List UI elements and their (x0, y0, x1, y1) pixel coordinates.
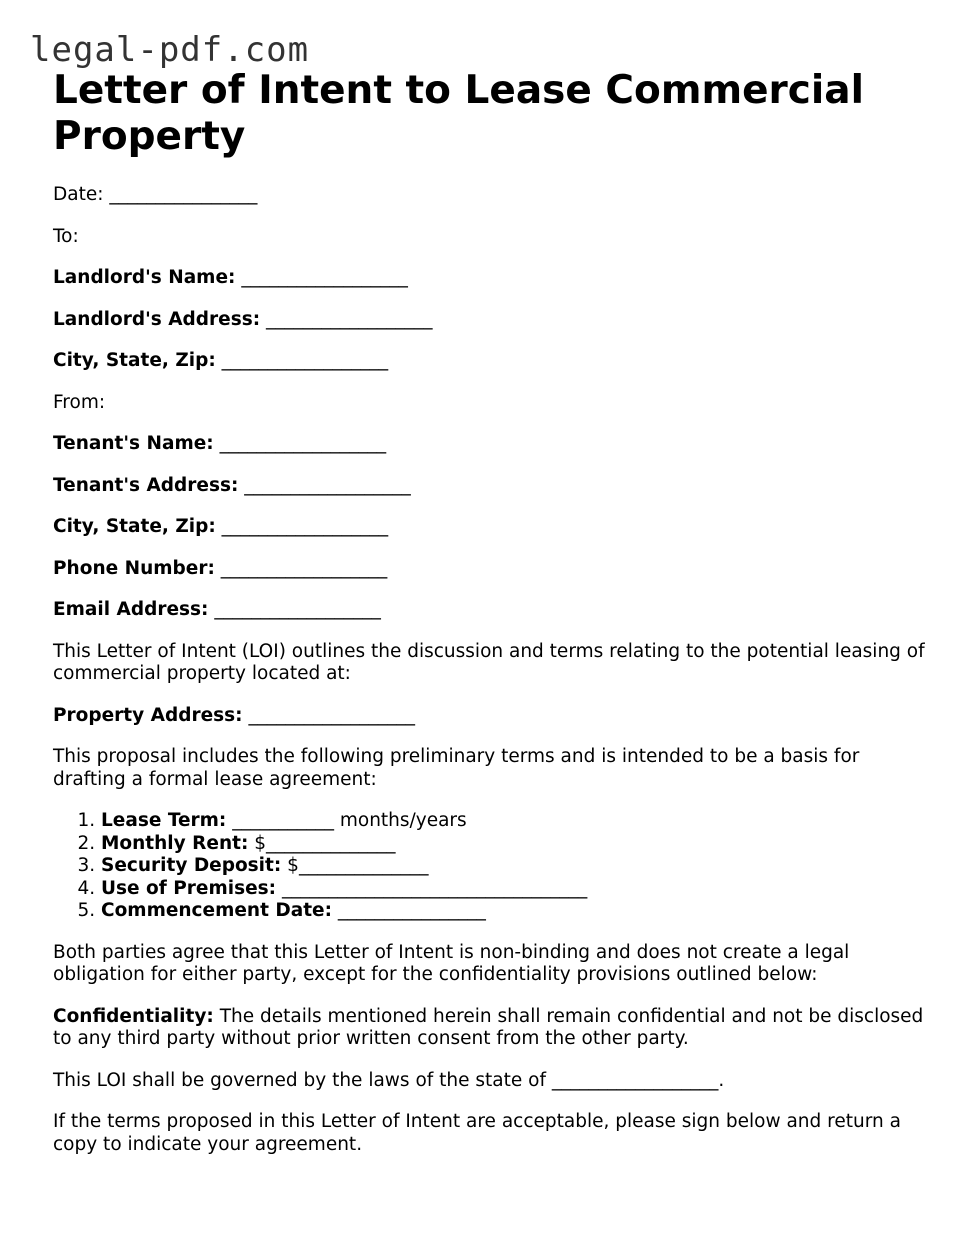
document-title: Letter of Intent to Lease Commercial Property (53, 68, 864, 159)
document-body (53, 184, 928, 1175)
term-item-lease-term (101, 810, 928, 833)
term-item-use-of-premises (101, 878, 928, 901)
term-item-security-deposit (101, 855, 928, 878)
tenant-city-line (53, 516, 928, 539)
tenant-phone-label: Phone Number: (53, 557, 215, 579)
term-value: $______________ (254, 832, 396, 854)
governing-law-blank: __________________ (551, 1069, 719, 1091)
tenant-name-line (53, 433, 928, 456)
governing-law-period: . (718, 1069, 725, 1091)
tenant-address-blank: __________________ (244, 474, 411, 496)
watermark-logo: legal-pdf.com (30, 30, 310, 70)
to-label: To: (53, 225, 79, 247)
tenant-name-blank: __________________ (219, 433, 387, 454)
proposal-paragraph: This proposal includes the following preliminary terms and is intended to be a basis for drafting a formal lease agreement: (53, 746, 860, 790)
landlord-city-label: City, State, Zip: (53, 350, 216, 371)
property-address-blank: __________________ (248, 704, 415, 726)
landlord-address-line (53, 309, 928, 332)
term-label: Monthly Rent: (101, 832, 249, 854)
tenant-phone-line (53, 558, 928, 581)
confidentiality-text: The details mentioned herein shall remain confidential and not be disclosed to any third party without prior written consent from the other party. (53, 1005, 924, 1049)
confidentiality-label: Confidentiality: (53, 1005, 214, 1027)
landlord-name-blank: __________________ (241, 267, 408, 288)
date-blank: ________________ (109, 184, 258, 205)
from-label: From: (53, 391, 106, 413)
term-value: $______________ (287, 855, 429, 876)
tenant-email-line (53, 599, 928, 622)
landlord-address-blank: __________________ (266, 308, 433, 330)
terms-list (53, 810, 928, 923)
date-line (53, 184, 928, 207)
term-value: _________________________________ (281, 877, 588, 899)
tenant-phone-blank: __________________ (220, 557, 388, 579)
term-item-monthly-rent (101, 833, 928, 856)
property-address-line (53, 705, 928, 728)
tenant-city-label: City, State, Zip: (53, 516, 216, 537)
term-value: ___________ months/years (232, 810, 467, 831)
term-label: Security Deposit: (101, 855, 282, 876)
confidentiality-paragraph (53, 1006, 928, 1051)
landlord-name-line (53, 267, 928, 290)
term-label: Lease Term: (101, 810, 227, 831)
term-value: ________________ (337, 900, 486, 921)
landlord-city-line (53, 350, 928, 373)
tenant-city-blank: __________________ (221, 516, 389, 537)
non-binding-paragraph: Both parties agree that this Letter of Intent is non-binding and does not create a legal obligation for either party, except for the confidentiality provisions outlined below: (53, 941, 850, 985)
date-label: Date: (53, 184, 104, 205)
term-label: Commencement Date: (101, 900, 332, 921)
closing-paragraph: If the terms proposed in this Letter of Intent are acceptable, please sign below and return a copy to indicate your agreement. (53, 1111, 901, 1155)
tenant-address-line (53, 475, 928, 498)
landlord-name-label: Landlord's Name: (53, 267, 236, 288)
property-address-label: Property Address: (53, 704, 243, 726)
term-label: Use of Premises: (101, 877, 277, 899)
governing-law-text: This LOI shall be governed by the laws of the state of (53, 1069, 546, 1091)
landlord-address-label: Landlord's Address: (53, 308, 261, 330)
tenant-address-label: Tenant's Address: (53, 474, 239, 496)
landlord-city-blank: __________________ (221, 350, 389, 371)
tenant-email-label: Email Address: (53, 599, 209, 620)
intro-paragraph: This Letter of Intent (LOI) outlines the discussion and terms relating to the potential leasing of commercial property located at: (53, 640, 925, 684)
term-item-commencement-date (101, 900, 928, 923)
tenant-email-blank: __________________ (214, 599, 381, 620)
governing-law-paragraph (53, 1070, 928, 1093)
tenant-name-label: Tenant's Name: (53, 433, 214, 454)
